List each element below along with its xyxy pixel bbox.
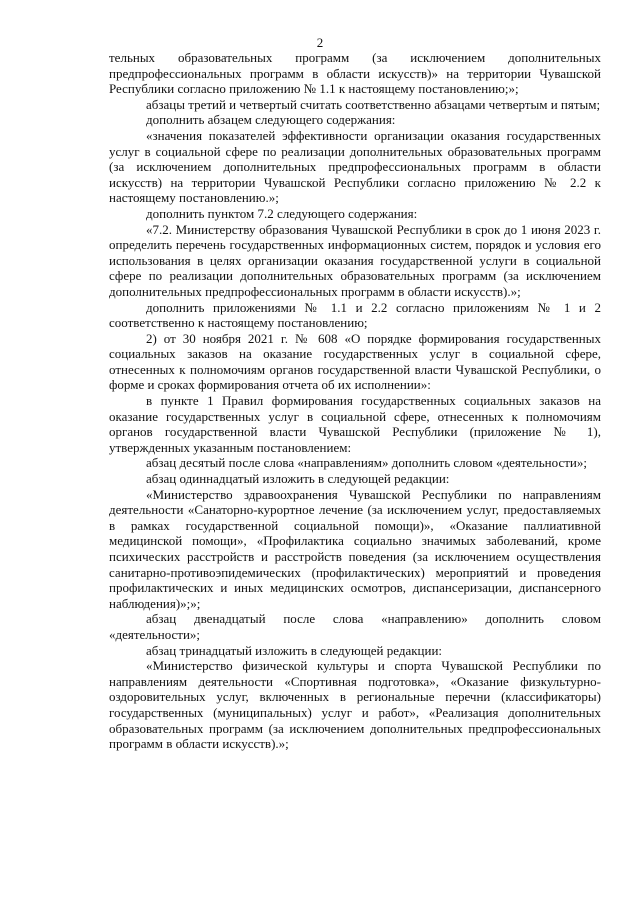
- paragraph: «Министерство здравоохранения Чувашской Республики по направлениям деятельности «Санаторно-курортное лечение (за исключением услуг, предоставляемых в рамках государственной социальной помощи)», «Оказание паллиативной медицинской помощи», «Профилактика социально значимых заболеваний, кроме психических расстройств и расстройств поведения (за исключением осуществления санитарно-противоэпидемических (профилактических) мероприятий и проведения профилактических и иных медицинских осмотров, диспансеризации, диспансерного наблюдения)»;»;: [109, 486, 601, 611]
- paragraph: дополнить абзацем следующего содержания:: [146, 112, 396, 128]
- paragraph: абзац тринадцатый изложить в следующей редакции:: [146, 642, 443, 658]
- paragraph: абзацы третий и четвертый считать соответственно абзацами четвертым и пятым;: [146, 96, 601, 112]
- page-number: 2: [316, 35, 324, 50]
- paragraph: абзац десятый после слова «направлениям» дополнить словом «деятельности»;: [146, 455, 587, 471]
- paragraph: «7.2. Министерству образования Чувашской Республики в срок до 1 июня 2023 г. определить перечень государственных информационных систем, порядок и условия его использования в целях организации оказания государственной услуги в социальной сфере по реализации дополнительных образовательных программ (за исключением дополнительных предпрофессиональных программ в области искусств).»;: [109, 221, 601, 299]
- document-body: [109, 50, 601, 752]
- paragraph: в пункте 1 Правил формирования государственных социальных заказов на оказание государственных услуг в социальной сфере, отнесенных к полномочиям органов государственной власти Чувашской Республики (приложение № 1), утвержденных указанным постановлением:: [109, 393, 601, 455]
- paragraph: абзац одиннадцатый изложить в следующей редакции:: [146, 471, 450, 487]
- paragraph: дополнить приложениями № 1.1 и 2.2 согласно приложениям № 1 и 2 соответственно к настоящему постановлению;: [109, 299, 601, 331]
- paragraph: дополнить пунктом 7.2 следующего содержания:: [146, 205, 418, 221]
- paragraph: «значения показателей эффективности организации оказания государственных услуг в социальной сфере по реализации дополнительных образовательных программ (за исключением дополнительных предпрофессиональных программ в области искусств) на территории Чувашской Республики согласно приложению № 2.2 к настоящему постановлению.»;: [109, 127, 601, 206]
- paragraph: абзац двенадцатый после слова «направлению» дополнить словом «деятельности»;: [109, 611, 601, 642]
- paragraph: тельных образовательных программ (за исключением дополнительных предпрофессиональных программ в области искусств)» на территории Чувашской Республики согласно приложению № 1.1 к настоящему постановлению;»;: [109, 50, 601, 97]
- paragraph: 2) от 30 ноября 2021 г. № 608 «О порядке формирования государственных социальных заказов на оказание государственных услуг в социальной сфере, отнесенных к полномочиям органов государственной власти Чувашской Республики, о форме и сроках формирования отчета об их исполнении»:: [109, 330, 601, 393]
- paragraph: «Министерство физической культуры и спорта Чувашской Республики по направлениям деятельности «Спортивная подготовка», «Оказание физкультурно-оздоровительных услуг, включенных в региональные перечни (классификаторы) государственных (муниципальных) услуг и работ», «Реализация дополнительных образовательных программ (за исключением дополнительных предпрофессиональных программ в области искусств).»;: [109, 658, 601, 752]
